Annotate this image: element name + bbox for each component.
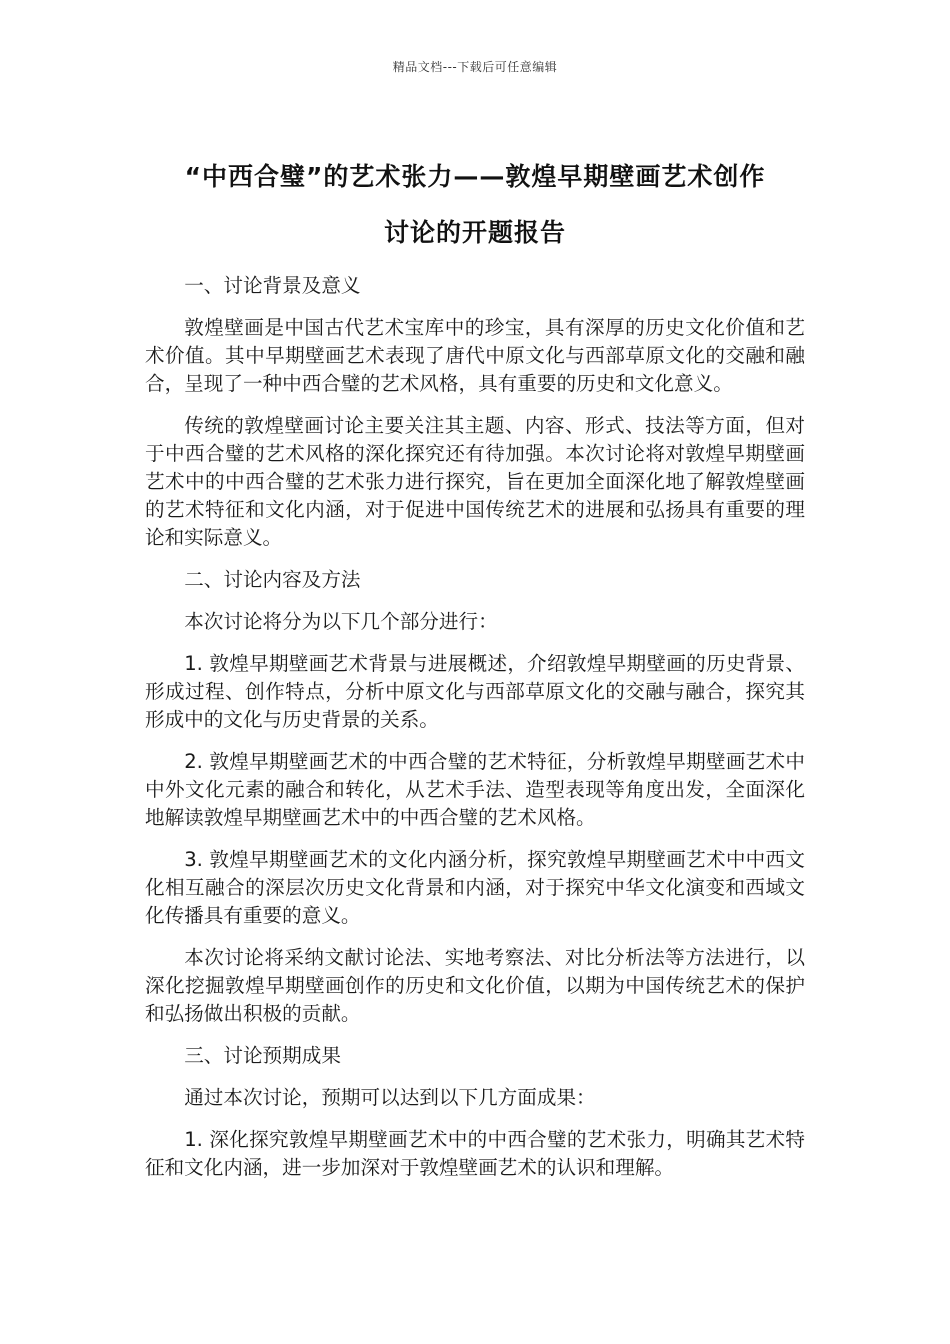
- section-heading-content-method: 二、讨论内容及方法: [184, 568, 361, 591]
- list-item: 1. 敦煌早期壁画艺术背景与进展概述，介绍敦煌早期壁画的历史背景、形成过程、创作特点，分析中原文化与西部草原文化的交融与融合，探究其形成中的文化与历史背景的关系。: [145, 652, 805, 731]
- document-title-line-1: “中西合璧”的艺术张力——敦煌早期壁画艺术创作: [184, 161, 766, 191]
- header-note: 精品文档---下载后可任意编辑: [392, 60, 558, 74]
- document-body: [145, 272, 805, 1196]
- list-item: 2. 敦煌早期壁画艺术的中西合璧的艺术特征，分析敦煌早期壁画艺术中中外文化元素的融合和转化，从艺术手法、造型表现等角度出发，全面深化地解读敦煌早期壁画艺术中的中西合璧的艺术风格。: [145, 750, 805, 829]
- body-paragraph: 传统的敦煌壁画讨论主要关注其主题、内容、形式、技法等方面，但对于中西合璧的艺术风格的深化探究还有待加强。本次讨论将对敦煌早期壁画艺术中的中西合璧的艺术张力进行探究，旨在更加全面深化地了解敦煌壁画的艺术特征和文化内涵，对于促进中国传统艺术的进展和弘扬具有重要的理论和实际意义。: [145, 414, 805, 549]
- list-item: 3. 敦煌早期壁画艺术的文化内涵分析，探究敦煌早期壁画艺术中中西文化相互融合的深层次历史文化背景和内涵，对于探究中华文化演变和西域文化传播具有重要的意义。: [145, 848, 805, 927]
- section-heading-expected-results: 三、讨论预期成果: [184, 1044, 341, 1067]
- document-title-line-2: 讨论的开题报告: [383, 217, 566, 247]
- list-item: 1. 深化探究敦煌早期壁画艺术中的中西合璧的艺术张力，明确其艺术特征和文化内涵，进一步加深对于敦煌壁画艺术的认识和理解。: [145, 1128, 805, 1179]
- body-paragraph: 本次讨论将分为以下几个部分进行：: [184, 610, 498, 633]
- body-paragraph: 通过本次讨论，预期可以达到以下几方面成果：: [184, 1086, 596, 1109]
- body-paragraph: 敦煌壁画是中国古代艺术宝库中的珍宝，具有深厚的历史文化价值和艺术价值。其中早期壁画艺术表现了唐代中原文化与西部草原文化的交融和融合，呈现了一种中西合璧的艺术风格，具有重要的历史和文化意义。: [145, 316, 805, 395]
- body-paragraph: 本次讨论将采纳文献讨论法、实地考察法、对比分析法等方法进行，以深化挖掘敦煌早期壁画创作的历史和文化价值，以期为中国传统艺术的保护和弘扬做出积极的贡献。: [145, 946, 805, 1025]
- section-heading-background: 一、讨论背景及意义: [184, 274, 361, 297]
